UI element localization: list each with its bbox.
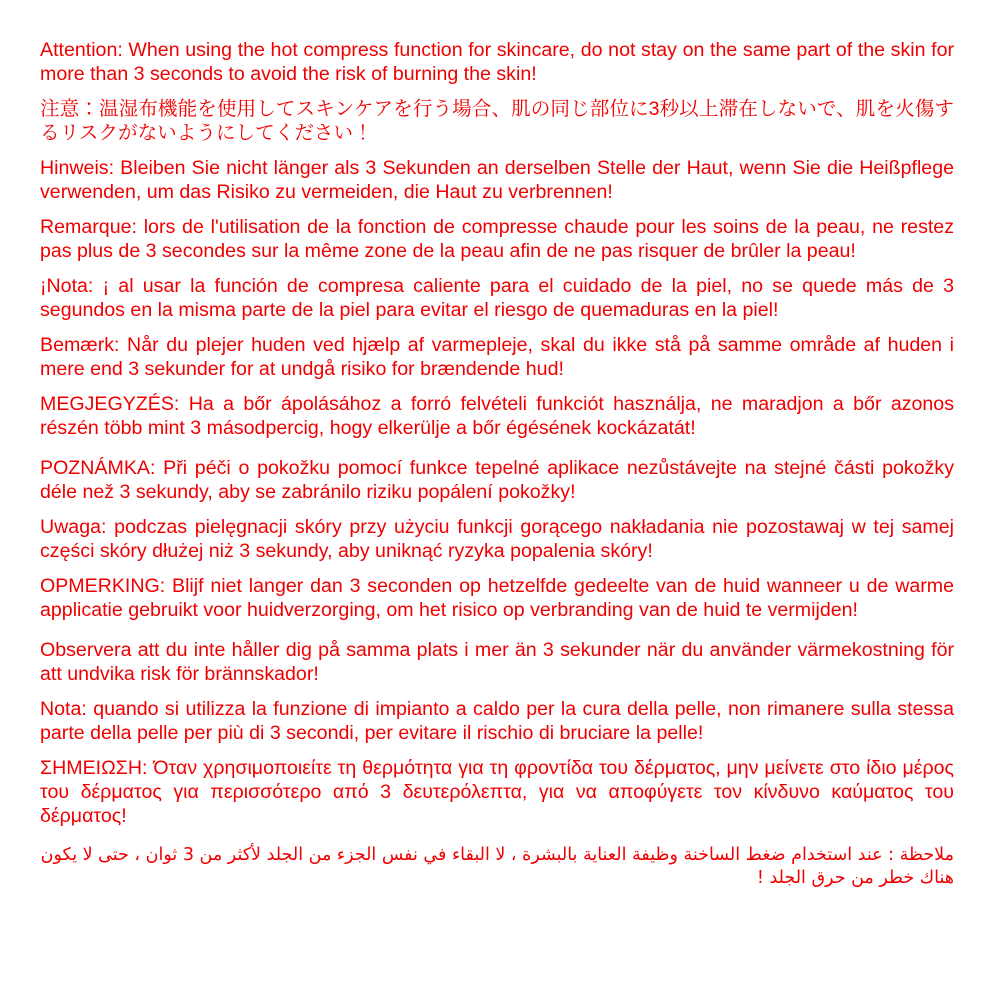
notice-czech: POZNÁMKA: Při péči o pokožku pomocí funkce tepelné aplikace nezůstávejte na stejné části pokožky déle než 3 sekundy, aby se zabránilo riziku popálení pokožky! bbox=[40, 457, 954, 503]
notice-german: Hinweis: Bleiben Sie nicht länger als 3 Sekunden an derselben Stelle der Haut, wenn Sie die Heißpflege verwenden, um das Risiko zu vermeiden, die Haut zu verbrennen! bbox=[40, 157, 954, 203]
notice-japanese: 注意：温湿布機能を使用してスキンケアを行う場合、肌の同じ部位に3秒以上滞在しないで、肌を火傷するリスクがないようにしてください！ bbox=[40, 98, 954, 144]
safety-notice-page bbox=[40, 38, 954, 901]
notice-danish: Bemærk: Når du plejer huden ved hjælp af varmepleje, skal du ikke stå på samme område af huden i mere end 3 sekunder for at undgå risiko for brændende hud! bbox=[40, 334, 954, 380]
notice-italian: Nota: quando si utilizza la funzione di impianto a caldo per la cura della pelle, non rimanere sulla stessa parte della pelle per più di 3 secondi, per evitare il rischio di bruciare la pelle! bbox=[40, 698, 954, 744]
notice-arabic: ملاحظة : عند استخدام ضغط الساخنة وظيفة العناية بالبشرة ، لا البقاء في نفس الجزء من الجلد لأكثر من 3 ثوان ، حتى لا يكون هناك خطر من حرق الجلد ! bbox=[40, 845, 954, 888]
notice-hungarian: MEGJEGYZÉS: Ha a bőr ápolásához a forró felvételi funkciót használja, ne maradjon a bőr azonos részén több mint 3 másodpercig, hogy elkerülje a bőr égésének kockázatát! bbox=[40, 393, 954, 439]
notice-swedish: Observera att du inte håller dig på samma plats i mer än 3 sekunder när du använder värmekostning för att undvika risk för brännskador! bbox=[40, 639, 954, 685]
notice-dutch: OPMERKING: Blijf niet langer dan 3 seconden op hetzelfde gedeelte van de huid wanneer u de warme applicatie gebruikt voor huidverzorging, om het risico op verbranding van de huid te vermijden! bbox=[40, 575, 954, 621]
notice-english: Attention: When using the hot compress function for skincare, do not stay on the same part of the skin for more than 3 seconds to avoid the risk of burning the skin! bbox=[40, 39, 954, 85]
notice-greek: ΣΗΜΕΙΩΣΗ: Όταν χρησιμοποιείτε τη θερμότητα για τη φροντίδα του δέρματος, μην μείνετε στο ίδιο μέρος του δέρματος για περισσότερο από 3 δευτερόλεπτα, για να αποφύγετε τον κίνδυνο καύματος του δέρματος! bbox=[40, 757, 954, 827]
notice-spanish: ¡Nota: ¡ al usar la función de compresa caliente para el cuidado de la piel, no se quede más de 3 segundos en la misma parte de la piel para evitar el riesgo de quemaduras en la piel! bbox=[40, 275, 954, 321]
notice-polish: Uwaga: podczas pielęgnacji skóry przy użyciu funkcji gorącego nakładania nie pozostawaj w tej samej części skóry dłużej niż 3 sekundy, aby uniknąć ryzyka popalenia skóry! bbox=[40, 516, 954, 562]
notice-french: Remarque: lors de l'utilisation de la fonction de compresse chaude pour les soins de la peau, ne restez pas plus de 3 secondes sur la même zone de la peau afin de ne pas risquer de brûler la peau! bbox=[40, 216, 954, 262]
